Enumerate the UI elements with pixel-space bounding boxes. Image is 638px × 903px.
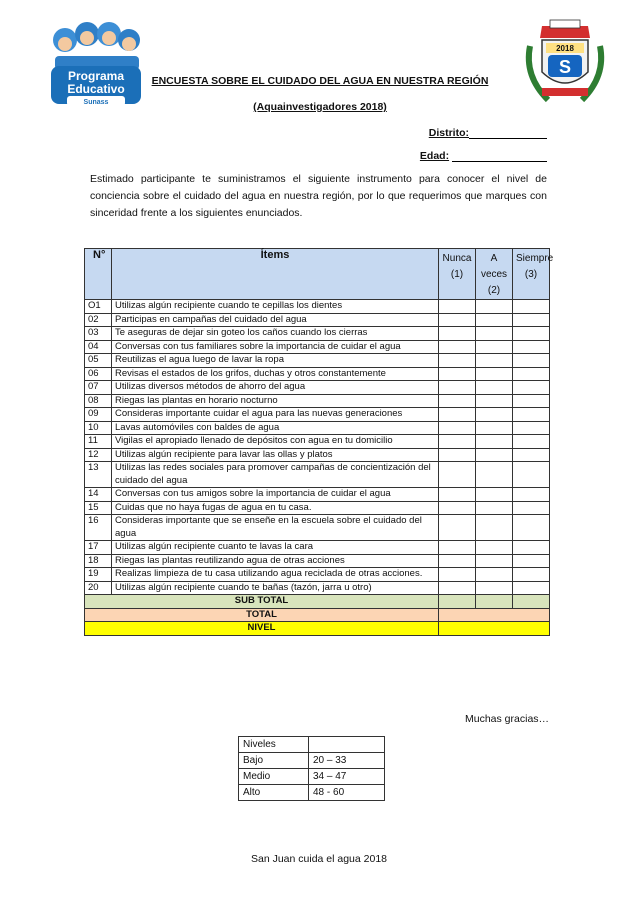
table-row bbox=[85, 300, 550, 314]
answer-siempre-cell[interactable] bbox=[513, 408, 550, 422]
item-number: 05 bbox=[85, 354, 112, 368]
answer-aveces-cell[interactable] bbox=[476, 581, 513, 595]
answer-siempre-cell[interactable] bbox=[513, 581, 550, 595]
item-text: Utilizas algún recipiente cuando te bañas (tazón, jarra u otro) bbox=[112, 581, 439, 595]
answer-nunca-cell[interactable] bbox=[439, 554, 476, 568]
item-number: 18 bbox=[85, 554, 112, 568]
answer-aveces-cell[interactable] bbox=[476, 367, 513, 381]
level-range: 20 – 33 bbox=[309, 753, 385, 769]
item-number: 17 bbox=[85, 541, 112, 555]
footer-text: San Juan cuida el agua 2018 bbox=[250, 853, 388, 865]
total-row bbox=[85, 608, 550, 622]
answer-nunca-cell[interactable] bbox=[439, 354, 476, 368]
answer-siempre-cell[interactable] bbox=[513, 488, 550, 502]
item-number: 12 bbox=[85, 448, 112, 462]
answer-aveces-cell[interactable] bbox=[476, 568, 513, 582]
item-text: Realizas limpieza de tu casa utilizando agua reciclada de otras acciones. bbox=[112, 568, 439, 582]
answer-siempre-cell[interactable] bbox=[513, 327, 550, 341]
age-field[interactable] bbox=[420, 150, 547, 162]
answer-nunca-cell[interactable] bbox=[439, 435, 476, 449]
programa-educativo-logo bbox=[45, 18, 147, 110]
item-number: 10 bbox=[85, 421, 112, 435]
item-text: Participas en campañas del cuidado del agua bbox=[112, 313, 439, 327]
answer-siempre-cell[interactable] bbox=[513, 381, 550, 395]
item-number: 04 bbox=[85, 340, 112, 354]
level-name: Bajo bbox=[239, 753, 309, 769]
table-row bbox=[85, 327, 550, 341]
answer-aveces-cell[interactable] bbox=[476, 327, 513, 341]
table-row bbox=[85, 448, 550, 462]
answer-nunca-cell[interactable] bbox=[439, 448, 476, 462]
answer-siempre-cell[interactable] bbox=[513, 340, 550, 354]
item-text: Consideras importante cuidar el agua para las nuevas generaciones bbox=[112, 408, 439, 422]
table-row bbox=[85, 313, 550, 327]
table-row bbox=[85, 340, 550, 354]
answer-nunca-cell[interactable] bbox=[439, 515, 476, 541]
answer-aveces-cell[interactable] bbox=[476, 313, 513, 327]
nivel-label: NIVEL bbox=[85, 622, 439, 636]
intro-paragraph: Estimado participante te suministramos el siguiente instrumento para conocer el nivel de conciencia sobre el cuidado del agua en nuestra región, por lo que requerimos que marques con sinceridad frente a los siguientes enunciados. bbox=[90, 173, 547, 219]
item-text: Riegas las plantas en horario nocturno bbox=[112, 394, 439, 408]
table-row bbox=[85, 515, 550, 541]
answer-aveces-cell[interactable] bbox=[476, 340, 513, 354]
item-text: Conversas con tus familiares sobre la importancia de cuidar el agua bbox=[112, 340, 439, 354]
nivel-row bbox=[85, 622, 550, 636]
item-number: 16 bbox=[85, 515, 112, 541]
item-text: Conversas con tus amigos sobre la importancia de cuidar el agua bbox=[112, 488, 439, 502]
table-row bbox=[85, 421, 550, 435]
answer-siempre-cell[interactable] bbox=[513, 568, 550, 582]
item-text: Cuidas que no haya fugas de agua en tu casa. bbox=[112, 501, 439, 515]
item-text: Utilizas diversos métodos de ahorro del agua bbox=[112, 381, 439, 395]
item-number: O1 bbox=[85, 300, 112, 314]
district-field[interactable] bbox=[429, 127, 547, 139]
levels-header: Niveles bbox=[239, 737, 309, 753]
table-row bbox=[85, 367, 550, 381]
level-name: Medio bbox=[239, 769, 309, 785]
subtotal-row bbox=[85, 595, 550, 609]
answer-siempre-cell[interactable] bbox=[513, 554, 550, 568]
item-text: Vigilas el apropiado llenado de depósitos con agua en tu domicilio bbox=[112, 435, 439, 449]
answer-aveces-cell[interactable] bbox=[476, 488, 513, 502]
table-row bbox=[85, 554, 550, 568]
answer-nunca-cell[interactable] bbox=[439, 501, 476, 515]
answer-siempre-cell[interactable] bbox=[513, 448, 550, 462]
item-number: 11 bbox=[85, 435, 112, 449]
item-number: 14 bbox=[85, 488, 112, 502]
answer-siempre-cell[interactable] bbox=[513, 367, 550, 381]
level-range: 48 - 60 bbox=[309, 785, 385, 801]
item-text: Utilizas algún recipiente cuando te cepillas los dientes bbox=[112, 300, 439, 314]
answer-nunca-cell[interactable] bbox=[439, 541, 476, 555]
answer-aveces-cell[interactable] bbox=[476, 354, 513, 368]
item-text: Reutilizas el agua luego de lavar la ropa bbox=[112, 354, 439, 368]
answer-nunca-cell[interactable] bbox=[439, 367, 476, 381]
crest-year: 2018 bbox=[556, 44, 574, 53]
answer-aveces-cell[interactable] bbox=[476, 541, 513, 555]
item-number: 15 bbox=[85, 501, 112, 515]
item-text: Riegas las plantas reutilizando agua de otras acciones bbox=[112, 554, 439, 568]
item-text: Te aseguras de dejar sin goteo los caños cuando los cierras bbox=[112, 327, 439, 341]
table-row bbox=[85, 568, 550, 582]
answer-nunca-cell[interactable] bbox=[439, 408, 476, 422]
answer-siempre-cell[interactable] bbox=[513, 541, 550, 555]
survey-table bbox=[84, 248, 554, 636]
total-label: TOTAL bbox=[85, 608, 439, 622]
answer-nunca-cell[interactable] bbox=[439, 327, 476, 341]
answer-aveces-cell[interactable] bbox=[476, 381, 513, 395]
crest-letter: S bbox=[558, 57, 572, 77]
item-text: Consideras importante que se enseñe en la escuela sobre el cuidado del agua bbox=[112, 515, 439, 541]
school-crest bbox=[520, 16, 610, 108]
thanks-text: Muchas gracias… bbox=[465, 713, 550, 725]
answer-aveces-cell[interactable] bbox=[476, 501, 513, 515]
table-row bbox=[85, 394, 550, 408]
item-text: Utilizas algún recipiente cuanto te lavas la cara bbox=[112, 541, 439, 555]
item-number: 09 bbox=[85, 408, 112, 422]
item-text: Lavas automóviles con baldes de agua bbox=[112, 421, 439, 435]
answer-nunca-cell[interactable] bbox=[439, 568, 476, 582]
item-number: 08 bbox=[85, 394, 112, 408]
survey-title: ENCUESTA SOBRE EL CUIDADO DEL AGUA EN NUESTRA REGIÓN bbox=[151, 75, 489, 87]
answer-aveces-cell[interactable] bbox=[476, 554, 513, 568]
answer-siempre-cell[interactable] bbox=[513, 435, 550, 449]
item-text: Utilizas algún recipiente para lavar las ollas y platos bbox=[112, 448, 439, 462]
answer-nunca-cell[interactable] bbox=[439, 381, 476, 395]
answer-siempre-cell[interactable] bbox=[513, 421, 550, 435]
answer-aveces-cell[interactable] bbox=[476, 300, 513, 314]
answer-nunca-cell[interactable] bbox=[439, 313, 476, 327]
level-name: Alto bbox=[239, 785, 309, 801]
answer-siempre-cell[interactable] bbox=[513, 300, 550, 314]
col-aveces-header: A veces (2) bbox=[476, 249, 513, 300]
answer-nunca-cell[interactable] bbox=[439, 394, 476, 408]
item-text: Utilizas las redes sociales para promover campañas de concientización del cuidado del agua bbox=[112, 462, 439, 488]
answer-aveces-cell[interactable] bbox=[476, 394, 513, 408]
answer-aveces-cell[interactable] bbox=[476, 408, 513, 422]
table-row bbox=[85, 541, 550, 555]
item-number: 19 bbox=[85, 568, 112, 582]
item-number: 03 bbox=[85, 327, 112, 341]
answer-aveces-cell[interactable] bbox=[476, 515, 513, 541]
logo-line1: Programa bbox=[67, 69, 125, 83]
item-text: Revisas el estados de los grifos, duchas y otros constantemente bbox=[112, 367, 439, 381]
subtotal-label: SUB TOTAL bbox=[85, 595, 439, 609]
answer-nunca-cell[interactable] bbox=[439, 421, 476, 435]
answer-nunca-cell[interactable] bbox=[439, 462, 476, 488]
col-number-header: N° bbox=[85, 249, 112, 300]
table-row bbox=[85, 488, 550, 502]
answer-siempre-cell[interactable] bbox=[513, 515, 550, 541]
col-nunca-header: Nunca (1) bbox=[439, 249, 476, 300]
table-row bbox=[85, 581, 550, 595]
table-row bbox=[85, 501, 550, 515]
survey-subtitle: (Aquainvestigadores 2018) bbox=[253, 101, 387, 113]
table-row bbox=[85, 354, 550, 368]
answer-aveces-cell[interactable] bbox=[476, 448, 513, 462]
table-row bbox=[85, 435, 550, 449]
answer-siempre-cell[interactable] bbox=[513, 501, 550, 515]
answer-nunca-cell[interactable] bbox=[439, 300, 476, 314]
answer-aveces-cell[interactable] bbox=[476, 421, 513, 435]
answer-siempre-cell[interactable] bbox=[513, 354, 550, 368]
logo-brand: Sunass bbox=[83, 99, 109, 106]
item-number: 20 bbox=[85, 581, 112, 595]
level-range: 34 – 47 bbox=[309, 769, 385, 785]
levels-table bbox=[238, 736, 385, 801]
answer-nunca-cell[interactable] bbox=[439, 488, 476, 502]
answer-siempre-cell[interactable] bbox=[513, 462, 550, 488]
district-label: Distrito: bbox=[428, 127, 469, 139]
table-row bbox=[85, 381, 550, 395]
answer-nunca-cell[interactable] bbox=[439, 340, 476, 354]
col-siempre-header: Siempre (3) bbox=[513, 249, 550, 300]
answer-aveces-cell[interactable] bbox=[476, 435, 513, 449]
col-items-header: Ítems bbox=[112, 249, 439, 300]
answer-aveces-cell[interactable] bbox=[476, 462, 513, 488]
item-number: 02 bbox=[85, 313, 112, 327]
answer-nunca-cell[interactable] bbox=[439, 581, 476, 595]
item-number: 13 bbox=[85, 462, 112, 488]
age-label: Edad: bbox=[419, 150, 450, 162]
item-number: 07 bbox=[85, 381, 112, 395]
item-number: 06 bbox=[85, 367, 112, 381]
table-row bbox=[85, 462, 550, 488]
answer-siempre-cell[interactable] bbox=[513, 313, 550, 327]
logo-line2: Educativo bbox=[67, 82, 125, 96]
answer-siempre-cell[interactable] bbox=[513, 394, 550, 408]
table-row bbox=[85, 408, 550, 422]
